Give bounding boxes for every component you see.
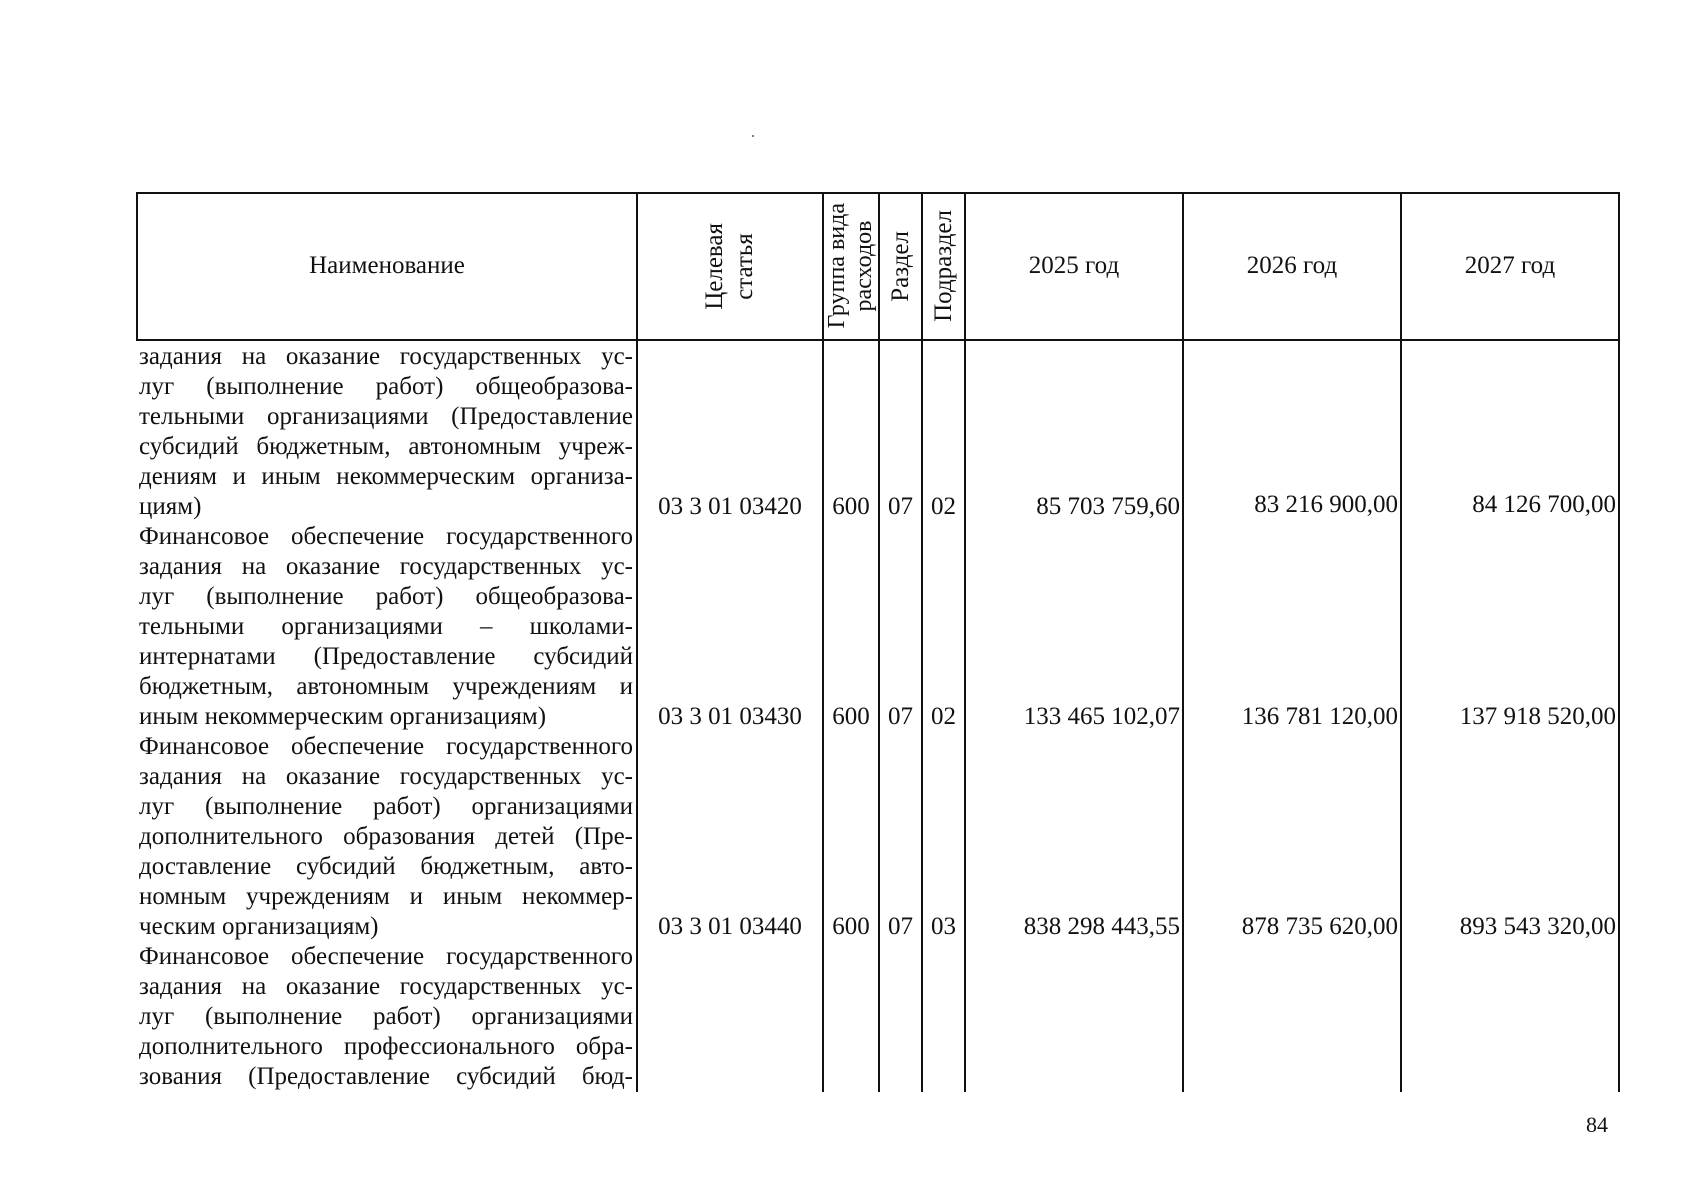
row-1-section: 07 — [888, 493, 913, 520]
header-year-2025: 2025 год — [1028, 252, 1120, 279]
table-right-border — [1618, 192, 1620, 1092]
row-4-name: Финансовое обеспечение государственного задания на оказание государственных ус- луг (выполнение работ) организациями дополнительного профессионального обра- зования (Предоставление субсидий бюд- — [139, 943, 633, 1090]
row-2-y2025: 133 465 102,07 — [1023, 703, 1180, 730]
row-3-subsection: 03 — [931, 913, 956, 940]
header-subsection — [923, 192, 964, 340]
row-3-name: Финансовое обеспечение государственного задания на оказание государственных ус- луг (выполнение работ) организациями дополнительного образования детей (Пре- доставление субсидий бюджетным, авто- номным учреждениям и иным некоммер- ческим организациям) — [139, 733, 633, 940]
header-year-2026: 2026 год — [1246, 252, 1338, 279]
header-target-article-label: Целевая статья — [701, 222, 758, 310]
row-1-y2026: 83 216 900,00 — [1254, 491, 1398, 518]
header-name-label: Наименование — [309, 252, 465, 279]
row-3-y2026: 878 735 620,00 — [1241, 913, 1398, 940]
header-name — [138, 192, 636, 340]
row-2-target-article: 03 3 01 03430 — [658, 703, 802, 730]
row-2-y2026: 136 781 120,00 — [1241, 703, 1398, 730]
header-section — [880, 192, 921, 340]
row-3-target-article: 03 3 01 03440 — [658, 913, 802, 940]
header-expense-group-label: Группа вида расходов — [824, 203, 877, 329]
header-subsection-label: Подраздел — [929, 210, 957, 322]
scan-speck — [752, 135, 754, 137]
row-2-section: 07 — [888, 703, 913, 730]
row-1-y2025: 85 703 759,60 — [1036, 493, 1180, 520]
budget-table — [136, 192, 1620, 1092]
row-1-subsection: 02 — [931, 493, 956, 520]
row-2-y2027: 137 918 520,00 — [1459, 703, 1616, 730]
row-2-name: Финансовое обеспечение государственного задания на оказание государственных ус- луг (выполнение работ) общеобразова- тельными организациями – школами- интернатами (Предоставление субсидий бюджетным, автономным учреждениям и иным некоммерческим организациям) — [139, 523, 633, 730]
row-1-name: задания на оказание государственных ус- луг (выполнение работ) общеобразова- тельными организациями (Предоставление субсидий бюджетным, автономным учреж- дениям и иным некоммерческим организа- циям) — [139, 343, 633, 520]
row-1-y2027: 84 126 700,00 — [1472, 491, 1616, 518]
row-3-y2025: 838 298 443,55 — [1023, 913, 1180, 940]
row-2-expense-group: 600 — [832, 703, 870, 730]
header-section-label: Раздел — [886, 230, 914, 302]
row-1-expense-group: 600 — [832, 493, 870, 520]
row-2-subsection: 02 — [931, 703, 956, 730]
row-3-y2027: 893 543 320,00 — [1459, 913, 1616, 940]
header-target-article — [638, 192, 822, 340]
header-year-2027: 2027 год — [1464, 252, 1556, 279]
row-3-section: 07 — [888, 913, 913, 940]
row-3-expense-group: 600 — [832, 913, 870, 940]
row-1-target-article: 03 3 01 03420 — [658, 493, 802, 520]
page-number: 84 — [1586, 1112, 1608, 1137]
header-expense-group — [824, 192, 878, 340]
